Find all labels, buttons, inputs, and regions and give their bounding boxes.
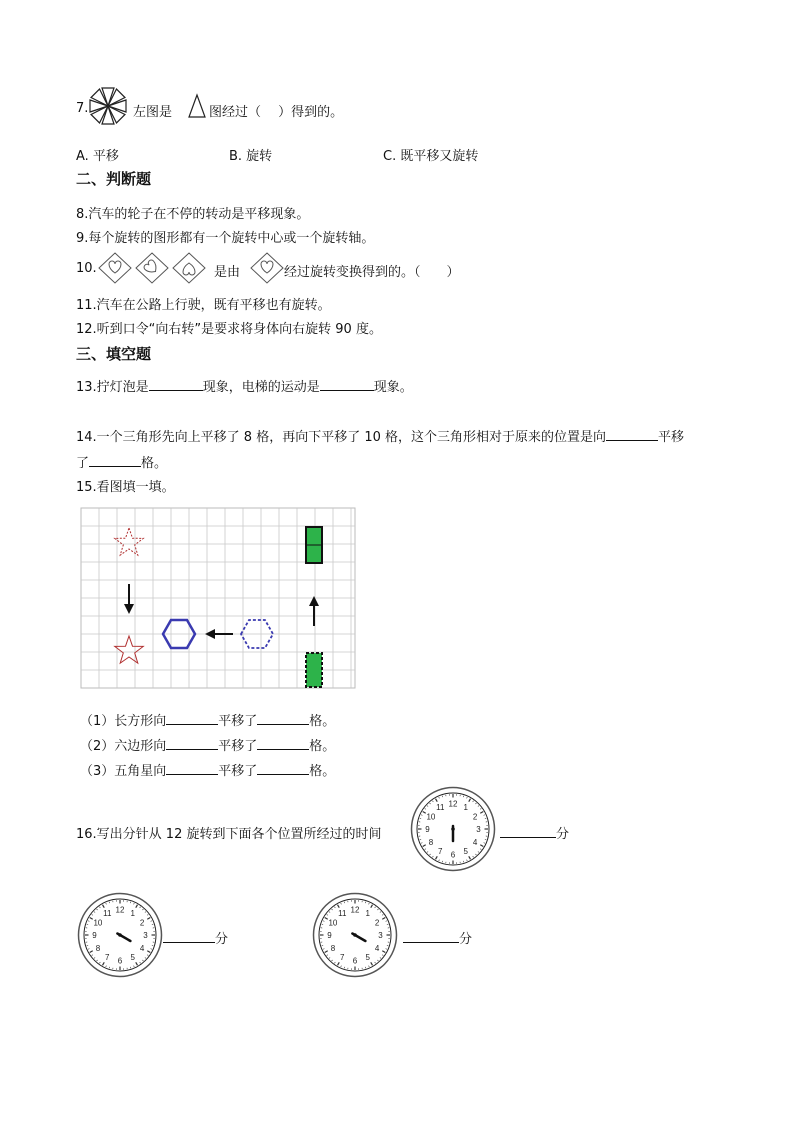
clock-3-answer [403, 928, 472, 947]
translation-grid-figure [81, 508, 355, 688]
clock-1-blank[interactable] [500, 825, 556, 838]
diamond-heart-figures [98, 252, 208, 284]
clock-number: 6 [352, 956, 358, 966]
q15-title: 15.看图填一填。 [76, 480, 175, 495]
clock-number: 11 [436, 802, 445, 812]
q13-text-3: 现象。 [373, 380, 413, 395]
clock-number: 9 [327, 931, 332, 940]
clock-2 [77, 892, 163, 978]
q7-option-a: A. 平移 [76, 149, 119, 164]
q13-text-2: 现象，电梯的运动是 [202, 380, 320, 395]
clock-number: 6 [117, 956, 123, 966]
clock-3-unit: 分 [459, 932, 473, 947]
clock-number: 2 [472, 812, 478, 822]
q7-text-2: 图经过（ ）得到的。 [209, 105, 344, 120]
clock-number: 2 [139, 918, 145, 928]
clock-number: 3 [476, 825, 481, 834]
clock-number: 4 [374, 943, 380, 953]
source-diamond-figure [250, 252, 284, 284]
clock-number: 8 [428, 837, 434, 847]
q10-text-1: 是由 [214, 265, 241, 280]
q14-text-1: 14.一个三角形先向上平移了 8 格，再向下平移了 10 格，这个三角形相对于原来的位置是向 [76, 430, 607, 445]
clock-number: 12 [448, 799, 458, 809]
clock-2-unit: 分 [215, 932, 229, 947]
arrow-down-icon [124, 584, 134, 614]
q15-item-1-text-a: （1）长方形向 [80, 714, 167, 729]
q15-item-2-text-c: 格。 [309, 739, 336, 754]
clock-number: 10 [328, 918, 338, 928]
q7-text-1: 左图是 [133, 105, 173, 120]
q12-text: 12.听到口令“向右转”是要求将身体向右旋转 90 度。 [76, 322, 382, 337]
clock-number: 7 [438, 847, 443, 857]
triangle-figure [188, 94, 206, 118]
q15-item-3-blank-count[interactable] [257, 762, 309, 775]
q15-item-3-text-b: 平移了 [218, 764, 258, 779]
clock-number: 5 [463, 847, 468, 857]
q15-item-2-text-a: （2）六边形向 [80, 739, 167, 754]
q14-line-2 [76, 452, 167, 471]
clock-number: 10 [426, 812, 436, 822]
q7-option-c: C. 既平移又旋转 [383, 149, 479, 164]
q15-item-3 [80, 760, 335, 779]
clock-number: 12 [350, 905, 360, 915]
q15-item-2 [80, 735, 335, 754]
q16-text: 16.写出分针从 12 旋转到下面各个位置所经过的时间 [76, 827, 382, 842]
q13-text-1: 13.拧灯泡是 [76, 380, 149, 395]
q13-blank-2[interactable] [320, 378, 374, 391]
q14-text-2: 平移 [658, 430, 685, 445]
q7-option-b: B. 旋转 [229, 149, 273, 164]
q15-item-1-blank-direction[interactable] [166, 712, 218, 725]
star-moved [115, 636, 144, 663]
arrow-left-icon [205, 629, 233, 639]
clock-number: 9 [425, 825, 430, 834]
clock-1-unit: 分 [556, 827, 570, 842]
q15-item-2-text-b: 平移了 [218, 739, 258, 754]
q14-text-3: 了 [76, 456, 90, 471]
clock-number: 12 [115, 905, 125, 915]
q10-text-2: 经过旋转变换得到的。（ ） [284, 265, 460, 280]
clock-1 [410, 786, 496, 872]
clock-number: 8 [95, 943, 101, 953]
clock-number: 5 [365, 953, 370, 963]
q9-text: 9.每个旋转的图形都有一个旋转中心或一个旋转轴。 [76, 231, 375, 246]
section-3-title: 三、填空题 [76, 345, 152, 363]
q14-blank-2[interactable] [89, 454, 141, 467]
clock-number: 11 [338, 908, 347, 918]
clock-number: 9 [92, 931, 97, 940]
clock-number: 3 [143, 931, 148, 940]
q14-line-1 [76, 426, 684, 445]
clock-3-blank[interactable] [403, 930, 459, 943]
q10-number: 10. [76, 261, 97, 276]
clock-number: 4 [472, 837, 478, 847]
q8-text: 8.汽车的轮子在不停的转动是平移现象。 [76, 207, 310, 222]
clock-number: 10 [93, 918, 103, 928]
pinwheel-figure [88, 86, 128, 126]
clock-number: 5 [130, 953, 135, 963]
q14-text-4: 格。 [141, 456, 168, 471]
clock-2-answer [163, 928, 228, 947]
q15-item-3-text-a: （3）五角星向 [80, 764, 167, 779]
q13-blank-1[interactable] [149, 378, 203, 391]
q14-blank-1[interactable] [606, 428, 658, 441]
q15-item-1-text-b: 平移了 [218, 714, 258, 729]
q15-item-1-blank-count[interactable] [257, 712, 309, 725]
rectangle-original [306, 653, 322, 687]
q7-number: 7. [76, 101, 89, 116]
q15-item-3-text-c: 格。 [309, 764, 336, 779]
q11-text: 11.汽车在公路上行驶，既有平移也有旋转。 [76, 298, 331, 313]
clock-number: 8 [330, 943, 336, 953]
star-original [115, 528, 144, 555]
q15-item-1 [80, 710, 335, 729]
q15-item-3-blank-direction[interactable] [166, 762, 218, 775]
clock-number: 11 [103, 908, 112, 918]
clock-number: 7 [105, 953, 110, 963]
q15-item-2-blank-direction[interactable] [166, 737, 218, 750]
clock-number: 3 [378, 931, 383, 940]
clock-3 [312, 892, 398, 978]
clock-number: 7 [340, 953, 345, 963]
q15-item-1-text-c: 格。 [309, 714, 336, 729]
clock-number: 1 [130, 908, 135, 918]
clock-number: 2 [374, 918, 380, 928]
clock-2-blank[interactable] [163, 930, 215, 943]
clock-number: 1 [365, 908, 370, 918]
clock-1-answer [500, 823, 569, 842]
arrow-up-icon [309, 596, 319, 626]
clock-number: 4 [139, 943, 145, 953]
clock-number: 6 [450, 850, 456, 860]
q13-line [76, 376, 413, 395]
section-2-title: 二、判断题 [76, 170, 152, 188]
clock-number: 1 [463, 802, 468, 812]
q15-item-2-blank-count[interactable] [257, 737, 309, 750]
